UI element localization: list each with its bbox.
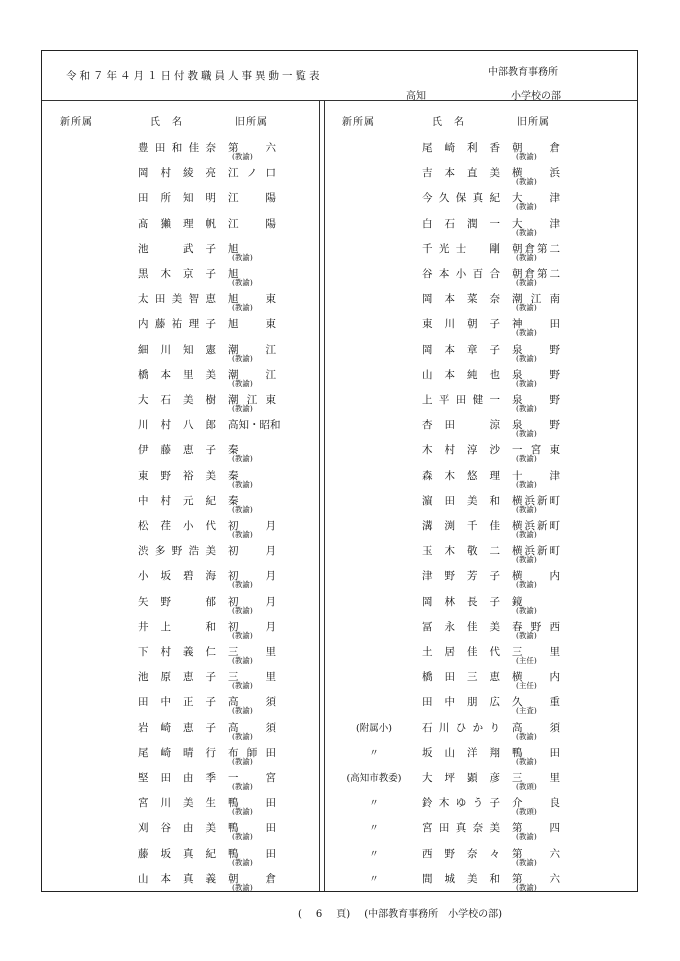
position-qualifier: (教諭) bbox=[516, 504, 537, 514]
old-affiliation: 横浜新町 bbox=[512, 494, 560, 507]
table-row bbox=[326, 442, 586, 467]
old-affiliation: 第四 bbox=[512, 822, 560, 835]
position-qualifier: (教諭) bbox=[232, 807, 253, 817]
table-row bbox=[326, 694, 586, 719]
position-qualifier: (教諭) bbox=[516, 882, 537, 892]
old-affiliation: 横内 bbox=[512, 671, 560, 684]
person-name: 鈴木ゆう子 bbox=[422, 797, 500, 810]
person-name: 髙獺理帆 bbox=[138, 217, 216, 230]
table-row bbox=[42, 720, 302, 745]
table-row bbox=[326, 165, 586, 190]
old-affiliation: 三里 bbox=[512, 772, 560, 784]
old-affiliation: 朝倉 bbox=[228, 872, 276, 885]
person-name: 田中正子 bbox=[138, 696, 216, 709]
old-affiliation: 久重 bbox=[512, 696, 560, 709]
old-affiliation: 旭 bbox=[228, 268, 239, 280]
position-qualifier: (教諭) bbox=[516, 731, 537, 741]
person-name: 玉木敬二 bbox=[422, 545, 500, 558]
old-affiliation: 初月 bbox=[228, 595, 276, 608]
table-row bbox=[326, 417, 586, 442]
col-header-new-left: 新所属 bbox=[60, 117, 93, 128]
person-name: 橋本里美 bbox=[138, 368, 216, 381]
position-qualifier: (教諭) bbox=[516, 227, 537, 237]
old-affiliation: 秦 bbox=[228, 444, 239, 457]
position-qualifier: (教諭) bbox=[516, 832, 537, 842]
old-affiliation: 旭東 bbox=[228, 318, 276, 331]
position-qualifier: (教諭) bbox=[516, 857, 537, 867]
table-row bbox=[42, 820, 302, 845]
old-affiliation: 十津 bbox=[512, 469, 560, 482]
old-affiliation: 高須 bbox=[512, 721, 560, 734]
table-row bbox=[42, 468, 302, 493]
table-frame bbox=[41, 50, 638, 892]
old-affiliation: 江ノ口 bbox=[228, 167, 276, 180]
position-qualifier: (教諭) bbox=[516, 378, 537, 388]
page-number: 6 bbox=[315, 909, 323, 920]
table-row bbox=[42, 594, 302, 619]
position-qualifier: (教諭) bbox=[516, 353, 537, 363]
old-affiliation: 一宮東 bbox=[512, 444, 560, 457]
table-row bbox=[42, 568, 302, 593]
position-qualifier: (教諭) bbox=[516, 177, 537, 187]
table-row bbox=[42, 216, 302, 241]
position-qualifier: (主任) bbox=[516, 681, 537, 691]
person-name: 川村八郎 bbox=[138, 419, 216, 432]
table-row bbox=[326, 468, 586, 493]
person-name: 谷本小百合 bbox=[422, 268, 500, 280]
page-title: 令和７年４月１日付教職員人事異動一覧表 bbox=[66, 70, 323, 82]
person-name: 内藤祐理子 bbox=[138, 318, 216, 331]
footer-note: (中部教育事務所 小学校の部) bbox=[364, 909, 502, 920]
old-affiliation: 初月 bbox=[228, 620, 276, 633]
person-name: 土居佳代 bbox=[422, 646, 500, 658]
person-name: 藤坂真紀 bbox=[138, 847, 216, 860]
position-qualifier: (教諭) bbox=[232, 378, 253, 388]
table-row bbox=[42, 392, 302, 417]
table-row bbox=[42, 846, 302, 871]
person-name: 宮田真奈美 bbox=[422, 822, 500, 835]
person-name: 間城美和 bbox=[422, 872, 500, 885]
table-row bbox=[326, 644, 586, 669]
position-qualifier: (教諭) bbox=[232, 706, 253, 716]
column-divider bbox=[324, 101, 325, 891]
old-affiliation: 春野西 bbox=[512, 620, 560, 633]
new-affiliation: 〃 bbox=[369, 823, 379, 835]
old-affiliation: 泉野 bbox=[512, 419, 560, 432]
person-name: 岩崎恵子 bbox=[138, 721, 216, 734]
person-name: 東川朝子 bbox=[422, 318, 500, 331]
old-affiliation: 横浜新町 bbox=[512, 520, 560, 532]
table-row bbox=[326, 745, 586, 770]
new-affiliation: 〃 bbox=[369, 798, 379, 810]
position-qualifier: (教諭) bbox=[232, 504, 253, 514]
table-row bbox=[326, 316, 586, 341]
person-name: 上平田健一 bbox=[422, 394, 500, 406]
new-affiliation: (高知市教委) bbox=[346, 773, 402, 784]
old-affiliation: 潮江 bbox=[228, 368, 276, 381]
table-row bbox=[42, 669, 302, 694]
old-affiliation: 神田 bbox=[512, 318, 560, 331]
old-affiliation: 横浜新町 bbox=[512, 545, 560, 558]
position-qualifier: (教諭) bbox=[232, 278, 253, 287]
person-name: 田所知明 bbox=[138, 192, 216, 205]
position-qualifier: (教諭) bbox=[516, 404, 537, 413]
table-row bbox=[326, 493, 586, 518]
old-affiliation: 鴨田 bbox=[228, 822, 276, 835]
person-name: 刈谷由美 bbox=[138, 822, 216, 835]
table-row bbox=[326, 795, 586, 820]
table-row bbox=[42, 316, 302, 341]
old-affiliation: 秦 bbox=[228, 494, 239, 507]
old-affiliation: 三里 bbox=[512, 646, 560, 658]
position-qualifier: (教諭) bbox=[516, 530, 537, 539]
table-row bbox=[326, 216, 586, 241]
person-name: 大石美樹 bbox=[138, 394, 216, 406]
old-affiliation: 潮江東 bbox=[228, 394, 276, 406]
old-affiliation: 江陽 bbox=[228, 192, 276, 205]
old-affiliation: 第六 bbox=[228, 142, 276, 154]
table-row bbox=[326, 518, 586, 543]
new-affiliation: 〃 bbox=[369, 848, 379, 860]
person-name: 冨永佳美 bbox=[422, 620, 500, 633]
table-row bbox=[42, 140, 302, 165]
person-name: 東野裕美 bbox=[138, 469, 216, 482]
person-name: 黒木京子 bbox=[138, 268, 216, 280]
person-name: 大坪顕彦 bbox=[422, 772, 500, 784]
table-row bbox=[42, 745, 302, 770]
old-affiliation: 朝倉第二 bbox=[512, 242, 560, 255]
table-row bbox=[326, 568, 586, 593]
position-qualifier: (教諭) bbox=[516, 202, 537, 212]
table-row bbox=[326, 669, 586, 694]
person-name: 岡林長子 bbox=[422, 595, 500, 608]
table-row bbox=[42, 694, 302, 719]
position-qualifier: (教諭) bbox=[232, 782, 253, 791]
old-affiliation: 旭東 bbox=[228, 293, 276, 306]
table-row bbox=[42, 266, 302, 291]
person-name: 松荏小代 bbox=[138, 520, 216, 532]
person-name: 岡村綾亮 bbox=[138, 167, 216, 180]
old-affiliation: 布師田 bbox=[228, 746, 276, 759]
table-row bbox=[326, 619, 586, 644]
table-row bbox=[42, 241, 302, 266]
old-affiliation: 鏡 bbox=[512, 595, 523, 608]
person-name: 尾崎晴行 bbox=[138, 746, 216, 759]
table-row bbox=[42, 190, 302, 215]
old-affiliation: 朝倉 bbox=[512, 142, 560, 154]
position-qualifier: (教諭) bbox=[232, 479, 253, 489]
table-row bbox=[42, 367, 302, 392]
position-qualifier: (教諭) bbox=[232, 530, 253, 539]
position-qualifier: (教諭) bbox=[516, 303, 537, 313]
page-label: 頁) bbox=[336, 909, 351, 920]
col-header-new-right: 新所属 bbox=[342, 117, 375, 128]
position-qualifier: (教諭) bbox=[516, 479, 537, 489]
person-name: 千光士 剛 bbox=[422, 242, 500, 255]
person-name: 井上 和 bbox=[138, 620, 216, 633]
page-footer bbox=[298, 905, 502, 920]
person-name: 山本真義 bbox=[138, 872, 216, 885]
table-row bbox=[326, 367, 586, 392]
position-qualifier: (教諭) bbox=[232, 152, 253, 161]
person-name: 渋多野浩美 bbox=[138, 545, 216, 558]
old-affiliation: 旭 bbox=[228, 242, 239, 255]
header-divider bbox=[42, 100, 637, 101]
person-name: 濵田美和 bbox=[422, 494, 500, 507]
position-qualifier: (教諭) bbox=[516, 328, 537, 338]
person-name: 石川ひかり bbox=[422, 721, 500, 734]
old-affiliation: 鴨田 bbox=[228, 847, 276, 860]
person-name: 今久保真紀 bbox=[422, 192, 500, 205]
new-affiliation: (附属小) bbox=[356, 722, 392, 734]
person-name: 津野芳子 bbox=[422, 570, 500, 583]
old-affiliation: 泉野 bbox=[512, 368, 560, 381]
new-affiliation: 〃 bbox=[369, 747, 379, 759]
col-header-name-right: 氏 名 bbox=[432, 117, 465, 128]
person-name: 池原恵子 bbox=[138, 671, 216, 684]
position-qualifier: (教諭) bbox=[232, 681, 253, 691]
table-row bbox=[326, 266, 586, 291]
old-affiliation: 初月 bbox=[228, 545, 276, 558]
position-qualifier: (教諭) bbox=[232, 353, 253, 363]
table-row bbox=[42, 291, 302, 316]
table-row bbox=[326, 140, 586, 165]
position-qualifier: (教諭) bbox=[232, 857, 253, 867]
position-qualifier: (教諭) bbox=[232, 731, 253, 741]
table-row bbox=[326, 770, 586, 795]
table-row bbox=[326, 594, 586, 619]
table-row bbox=[42, 518, 302, 543]
table-row bbox=[326, 720, 586, 745]
position-qualifier: (教諭) bbox=[232, 580, 253, 590]
old-affiliation: 三里 bbox=[228, 671, 276, 684]
table-row bbox=[42, 644, 302, 669]
position-qualifier: (教諭) bbox=[232, 656, 253, 665]
old-affiliation: 潮江南 bbox=[512, 293, 560, 306]
old-affiliation: 泉野 bbox=[512, 394, 560, 406]
column-divider bbox=[319, 101, 320, 891]
person-name: 杏田 涼 bbox=[422, 419, 500, 432]
position-qualifier: (教諭) bbox=[232, 404, 253, 413]
new-affiliation: 〃 bbox=[369, 873, 379, 885]
old-affiliation: 初月 bbox=[228, 520, 276, 532]
table-row bbox=[326, 846, 586, 871]
person-name: 森木悠理 bbox=[422, 469, 500, 482]
person-name: 岡本菜奈 bbox=[422, 293, 500, 306]
old-affiliation: 潮江 bbox=[228, 343, 276, 356]
person-name: 下村義仁 bbox=[138, 646, 216, 658]
person-name: 太田美智恵 bbox=[138, 293, 216, 306]
table-row bbox=[42, 543, 302, 568]
table-row bbox=[326, 291, 586, 316]
position-qualifier: (教頭) bbox=[516, 782, 537, 791]
person-name: 池 武子 bbox=[138, 242, 216, 255]
position-qualifier: (主任) bbox=[516, 656, 537, 665]
old-affiliation: 第六 bbox=[512, 872, 560, 885]
position-qualifier: (教諭) bbox=[516, 605, 537, 615]
position-qualifier: (教諭) bbox=[516, 152, 537, 161]
col-header-old-right: 旧所属 bbox=[517, 117, 550, 128]
person-name: 橋田三恵 bbox=[422, 671, 500, 684]
old-affiliation: 高須 bbox=[228, 721, 276, 734]
old-affiliation: 朝倉第二 bbox=[512, 268, 560, 280]
position-qualifier: (教諭) bbox=[232, 605, 253, 615]
old-affiliation: 横浜 bbox=[512, 167, 560, 180]
position-qualifier: (教諭) bbox=[232, 882, 253, 892]
col-header-old-left: 旧所属 bbox=[235, 117, 268, 128]
position-qualifier: (教諭) bbox=[232, 630, 253, 640]
table-row bbox=[326, 392, 586, 417]
old-affiliation: 泉野 bbox=[512, 343, 560, 356]
old-affiliation: 一宮 bbox=[228, 772, 276, 784]
position-qualifier: (教諭) bbox=[516, 630, 537, 640]
office-name: 中部教育事務所 bbox=[488, 67, 558, 78]
position-qualifier: (教諭) bbox=[232, 832, 253, 842]
table-row bbox=[42, 342, 302, 367]
school-type: 小学校の部 bbox=[511, 91, 561, 102]
person-name: 吉本直美 bbox=[422, 167, 500, 180]
person-name: 豊田和佳奈 bbox=[138, 142, 216, 154]
old-affiliation: 横内 bbox=[512, 570, 560, 583]
person-name: 中村元紀 bbox=[138, 494, 216, 507]
person-name: 坂山洋翔 bbox=[422, 746, 500, 759]
position-qualifier: (教諭) bbox=[232, 303, 253, 313]
old-affiliation: 第六 bbox=[512, 847, 560, 860]
page-open: ( bbox=[298, 909, 302, 920]
old-affiliation: 鴨田 bbox=[512, 746, 560, 759]
person-name: 溝渕千佳 bbox=[422, 520, 500, 532]
table-row bbox=[326, 820, 586, 845]
table-row bbox=[42, 442, 302, 467]
position-qualifier: (教諭) bbox=[232, 454, 253, 464]
table-row bbox=[326, 190, 586, 215]
person-name: 尾崎利香 bbox=[422, 142, 500, 154]
position-qualifier: (教諭) bbox=[516, 555, 537, 565]
person-name: 西野奈々 bbox=[422, 847, 500, 860]
position-qualifier: (教諭) bbox=[516, 756, 537, 766]
person-name: 細川知憲 bbox=[138, 343, 216, 356]
position-qualifier: (教諭) bbox=[516, 252, 537, 262]
position-qualifier: (教諭) bbox=[232, 756, 253, 766]
region-name: 高知 bbox=[406, 91, 426, 102]
old-affiliation: 高知・昭和 bbox=[228, 419, 281, 432]
position-qualifier: (教頭) bbox=[516, 807, 537, 817]
person-name: 白石潤一 bbox=[422, 217, 500, 230]
col-header-name-left: 氏 名 bbox=[150, 117, 183, 128]
position-qualifier: (教諭) bbox=[232, 252, 253, 262]
table-row bbox=[42, 165, 302, 190]
table-row bbox=[42, 770, 302, 795]
old-affiliation: 介良 bbox=[512, 797, 560, 810]
position-qualifier: (教諭) bbox=[516, 429, 537, 439]
table-row bbox=[42, 871, 302, 896]
old-affiliation: 大津 bbox=[512, 192, 560, 205]
table-row bbox=[42, 795, 302, 820]
table-row bbox=[42, 417, 302, 442]
old-affiliation: 初月 bbox=[228, 570, 276, 583]
person-name: 田中朋広 bbox=[422, 696, 500, 709]
person-name: 木村淳沙 bbox=[422, 444, 500, 457]
person-name: 小坂碧海 bbox=[138, 570, 216, 583]
old-affiliation: 秦 bbox=[228, 469, 239, 482]
old-affiliation: 大津 bbox=[512, 217, 560, 230]
table-row bbox=[42, 619, 302, 644]
person-name: 矢野 郁 bbox=[138, 595, 216, 608]
position-qualifier: (教諭) bbox=[516, 580, 537, 590]
table-row bbox=[42, 493, 302, 518]
old-affiliation: 鴨田 bbox=[228, 797, 276, 810]
position-qualifier: (教諭) bbox=[516, 454, 537, 464]
position-qualifier: (主査) bbox=[516, 706, 537, 716]
person-name: 岡本章子 bbox=[422, 343, 500, 356]
old-affiliation: 三里 bbox=[228, 646, 276, 658]
person-name: 宮川美生 bbox=[138, 797, 216, 810]
person-name: 堅田由季 bbox=[138, 772, 216, 784]
position-qualifier: (教諭) bbox=[516, 278, 537, 287]
table-row bbox=[326, 342, 586, 367]
person-name: 山本純也 bbox=[422, 368, 500, 381]
table-row bbox=[326, 241, 586, 266]
person-name: 伊藤恵子 bbox=[138, 444, 216, 457]
old-affiliation: 江陽 bbox=[228, 217, 276, 230]
old-affiliation: 高須 bbox=[228, 696, 276, 709]
table-row bbox=[326, 543, 586, 568]
table-row bbox=[326, 871, 586, 896]
